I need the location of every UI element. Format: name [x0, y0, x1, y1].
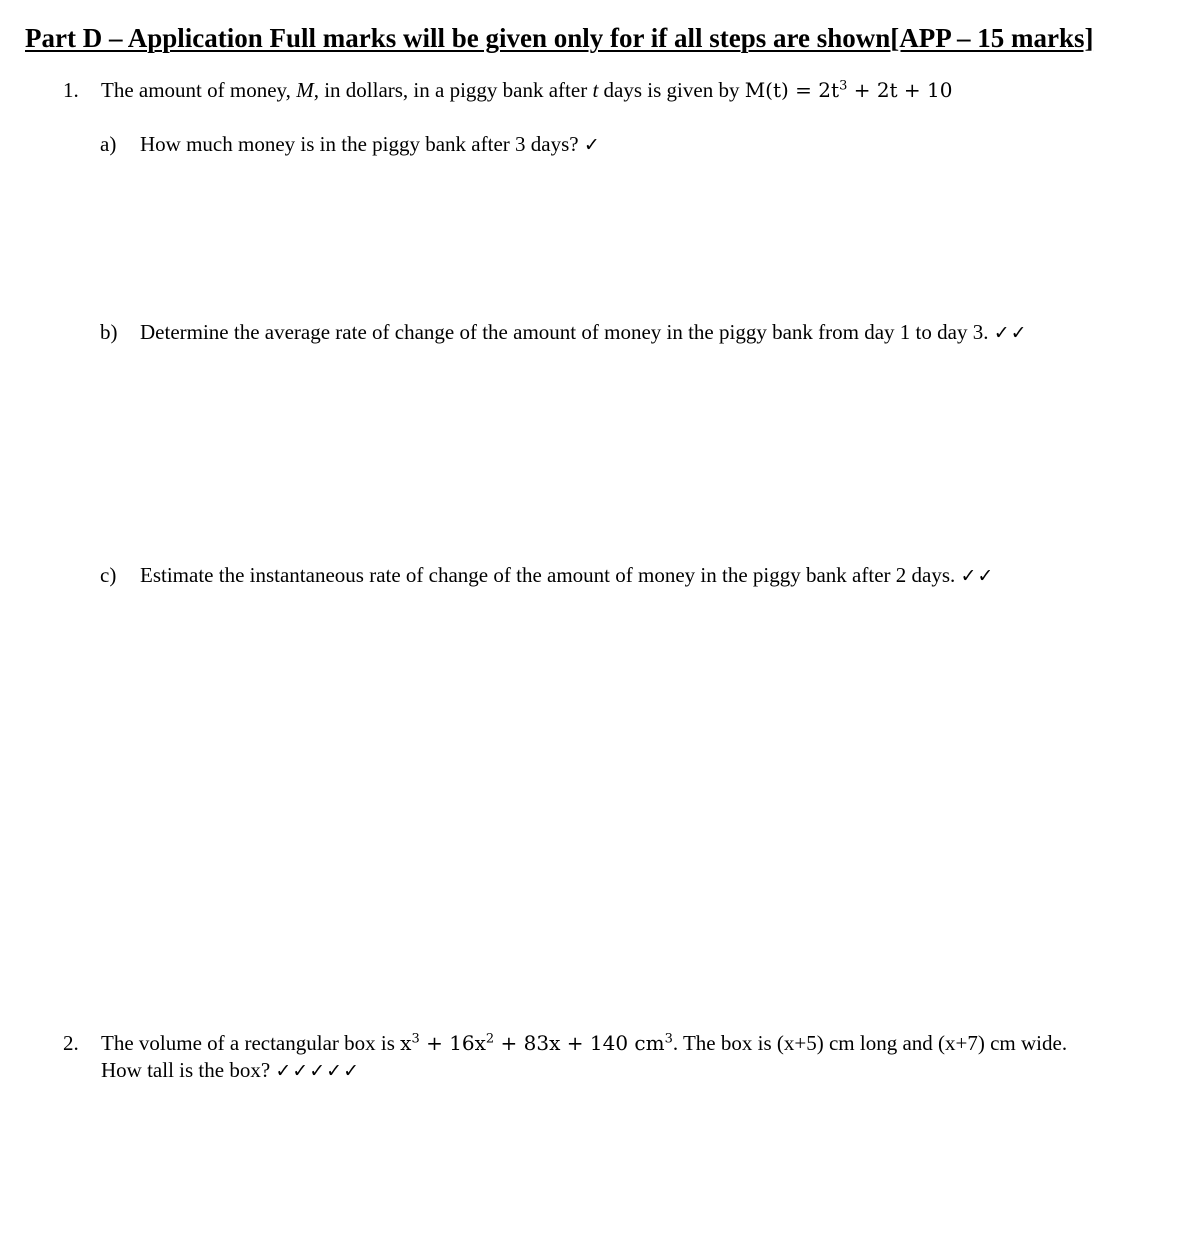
check-marks: ✓✓✓✓✓	[275, 1060, 360, 1082]
question-2-line-2	[101, 1057, 360, 1085]
question-number: 1.	[63, 78, 79, 102]
part-text: Determine the average rate of change of the amount of money in the piggy bank from day 1 to day 3.	[140, 320, 989, 344]
question-text: The amount of money, M, in dollars, in a piggy bank after t days is given by $M(t) = 2t^3 + 2t + 10$	[101, 78, 953, 102]
part-label: b)	[100, 320, 118, 344]
question-number: 2.	[63, 1031, 79, 1055]
money-formula: $M(t) = 2t^3 + 2t + 10$	[744, 78, 953, 102]
part-label: c)	[100, 563, 117, 587]
volume-polynomial: $x^3 + 16x^2 + 83x + 140$ $cm^3$	[400, 1031, 673, 1055]
part-text: How much money is in the piggy bank after 3 days?	[140, 132, 579, 156]
check-marks: ✓	[583, 134, 601, 156]
check-marks: ✓✓	[993, 322, 1028, 344]
check-marks: ✓✓	[960, 565, 995, 587]
part-label: a)	[100, 132, 117, 156]
part-text: Estimate the instantaneous rate of change of the amount of money in the piggy bank after 2 days.	[140, 563, 956, 587]
question-text: The volume of a rectangular box is $x^3 + 16x^2 + 83x + 140$ $cm^3$. The box is (x+5) cm long and (x+7) cm wide.	[101, 1031, 1068, 1055]
section-heading: Part D – Application Full marks will be given only for if all steps are shown[APP – 15 marks]	[25, 23, 1094, 53]
question-text: How tall is the box?	[101, 1058, 271, 1082]
